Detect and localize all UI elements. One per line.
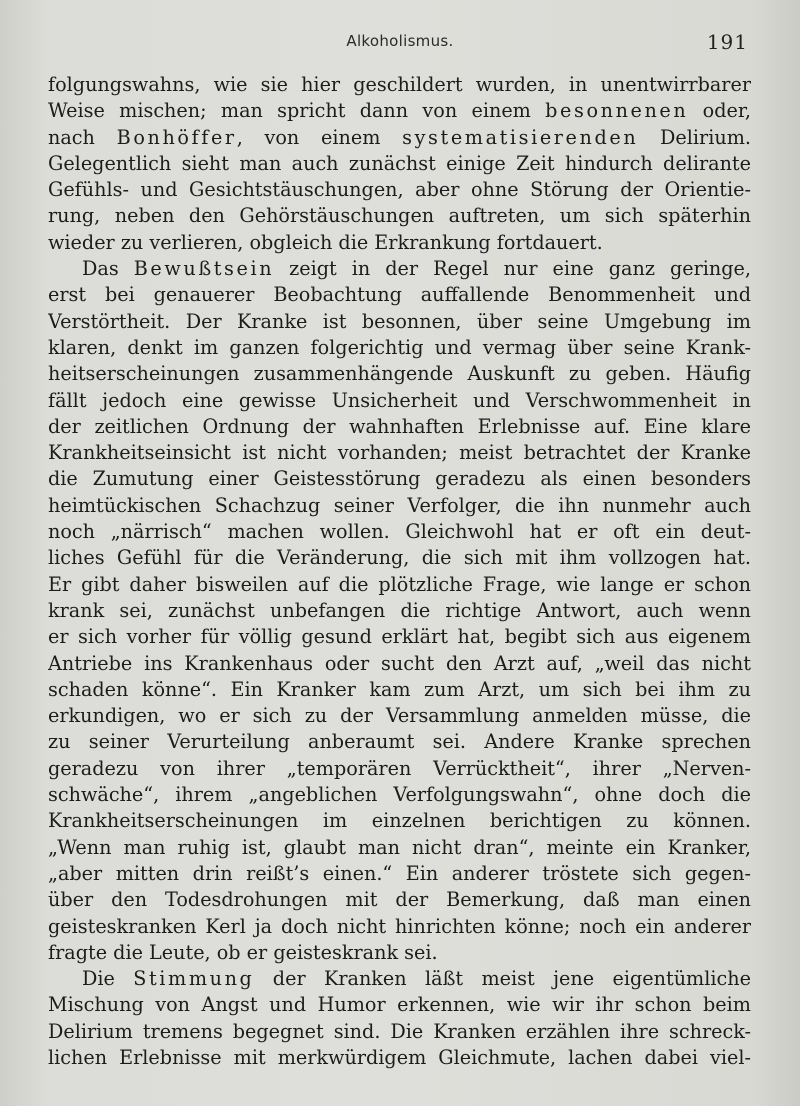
text-line: wieder zu verlieren, obgleich die Erkrankung fortdauert. [48,230,603,254]
text-line: Antriebe ins Krankenhaus oder sucht den Arzt auf, „weil das nicht [48,651,751,675]
text-line: klaren, denkt im ganzen folgerichtig und vermag über seine Krank- [48,335,751,359]
text-line: Gelegentlich sieht man auch zunächst einige Zeit hindurch delirante [48,151,751,175]
text-line: heimtückischen Schachzug seiner Verfolger, die ihn nunmehr auch [48,493,751,517]
text-line: rung, neben den Gehörstäuschungen auftreten, um sich späterhin [48,204,751,228]
text-line: erst bei genauerer Beobachtung auffallende Benommenheit und [48,283,751,307]
text-line: Krankheitserscheinungen im einzelnen berichtigen zu können. [48,809,751,833]
text-line: Mischung von Angst und Humor erkennen, wie wir ihr schon beim [48,993,751,1017]
text-line: lichen Erlebnisse mit merkwürdigem Gleichmute, lachen dabei viel- [48,1045,751,1069]
text-line: zu seiner Verurteilung anberaumt sei. Andere Kranke sprechen [48,730,751,754]
text-line: folgungswahns, wie sie hier geschildert wurden, in unentwirrbarer [48,73,751,96]
text-line: schwäche“, ihrem „angeblichen Verfolgungswahn“, ohne doch die [48,783,751,807]
text-line: geradezu von ihrer „temporären Verrücktheit“, ihrer „Nerven- [48,756,751,780]
text-line: fragte die Leute, ob er geisteskrank sei. [48,940,438,964]
text-line: fällt jedoch eine gewisse Unsicherheit und Verschwommenheit in [48,388,751,412]
text-line: der zeitlichen Ordnung der wahnhaften Erlebnisse auf. Eine klare [48,414,751,438]
text-line: heitserscheinungen zusammenhängende Auskunft zu geben. Häufig [48,362,751,386]
page-number: 191 [706,30,748,54]
spaced-emphasis: Bewußtsein [133,257,275,281]
text-line: „Wenn man ruhig ist, glaubt man nicht dran“, meinte ein Kranker, [48,835,751,859]
text-line: nach Bonhöffer, von einem systematisierenden Delirium. [48,125,751,149]
spaced-emphasis: systematisierenden [402,125,639,149]
text-line: Delirium tremens begegnet sind. Die Kranken erzählen ihre schreck- [48,1019,751,1043]
text-line: Er gibt daher bisweilen auf die plötzliche Frage, wie lange er schon [48,572,751,596]
body-text [48,72,751,1071]
text-line: Die Stimmung der Kranken läßt meist jene eigentümliche [82,967,751,991]
text-line: erkundigen, wo er sich zu der Versammlung anmelden müsse, die [48,704,751,728]
text-line: schaden könne“. Ein Kranker kam zum Arzt, um sich bei ihm zu [48,677,751,701]
text-line: krank sei, zunächst unbefangen die richtige Antwort, auch wenn [48,598,751,622]
text-line: liches Gefühl für die Veränderung, die sich mit ihm vollzogen hat. [48,546,751,570]
text-line: über den Todesdrohungen mit der Bemerkung, daß man einen [48,888,751,912]
text-line: die Zumutung einer Geistesstörung geradezu als einen besonders [48,467,751,491]
text-line: Das Bewußtsein zeigt in der Regel nur eine ganz geringe, [82,257,751,281]
spaced-emphasis: Bonhöffer [116,125,237,149]
text-line: Gefühls- und Gesichtstäuschungen, aber ohne Störung der Orientie- [48,178,751,202]
text-line: er sich vorher für völlig gesund erklärt hat, begibt sich aus eigenem [48,625,751,649]
text-line: noch „närrisch“ machen wollen. Gleichwohl hat er oft ein deut- [48,520,751,544]
running-header-title: Alkoholismus. [346,32,454,50]
text-line: Krankheitseinsicht ist nicht vorhanden; meist betrachtet der Kranke [48,441,751,465]
text-line: Weise mischen; man spricht dann von einem besonnenen oder, [48,99,751,123]
text-line: Verstörtheit. Der Kranke ist besonnen, über seine Umgebung im [48,309,751,333]
spaced-emphasis: besonnenen [545,99,689,123]
text-line: geisteskranken Kerl ja doch nicht hinrichten könne; noch ein anderer [48,914,751,938]
text-line: „aber mitten drin reißt’s einen.“ Ein anderer tröstete sich gegen- [48,861,751,885]
spaced-emphasis: Stimmung [133,967,255,991]
